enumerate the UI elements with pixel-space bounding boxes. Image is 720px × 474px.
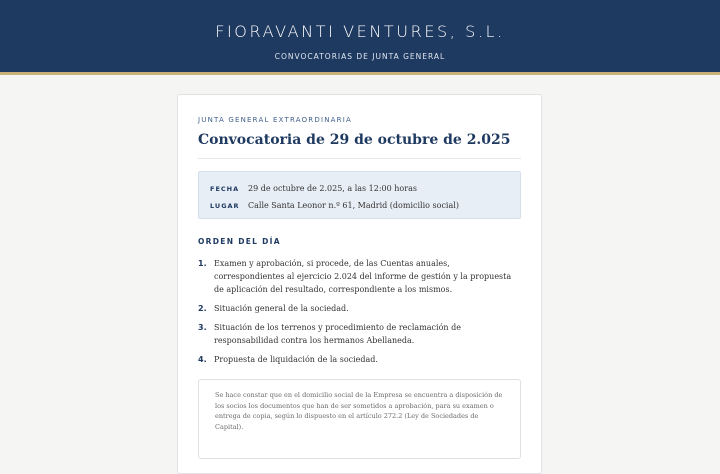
notice-kicker: JUNTA GENERAL EXTRAORDINARIA	[198, 116, 352, 124]
agenda-item-text: Situación de los terrenos y procedimiento de reclamación de responsabilidad contra los hermanos Abellaneda.	[214, 323, 461, 345]
agenda-item-text: Situación general de la sociedad.	[214, 304, 349, 313]
agenda-item-number: 1.	[198, 259, 207, 268]
agenda-item-text: Examen y aprobación, si procede, de las Cuentas anuales, correspondientes al ejercicio 2.024 del informe de gestión y la propuesta de aplicación del resultado, correspondiente a los mismos.	[214, 259, 512, 294]
agenda-title: ORDEN DEL DÍA	[198, 237, 281, 246]
page-header	[0, 0, 720, 75]
title-divider	[198, 158, 521, 159]
agenda-item	[198, 353, 521, 366]
company-name: FIORAVANTI VENTURES, S.L.	[215, 22, 505, 41]
place-value: Calle Santa Leonor n.º 61, Madrid (domicilio social)	[248, 201, 459, 210]
meeting-info-box	[198, 171, 521, 219]
notice-card	[177, 94, 542, 474]
agenda-item-number: 2.	[198, 304, 207, 313]
agenda-item-number: 4.	[198, 355, 207, 364]
date-label: FECHA	[210, 184, 240, 193]
place-label: LUGAR	[210, 201, 240, 210]
date-row	[210, 180, 509, 197]
agenda-item	[198, 321, 521, 347]
documents-footnote: Se hace constar que en el domicilio social de la Empresa se encuentra a disposición de los socios los documentos que han de ser sometidos a aprobación, para su examen o entrega de copia, según lo dispuesto en el artículo 272.2 (Ley de Sociedades de Capital).	[198, 379, 521, 459]
agenda-item-number: 3.	[198, 323, 207, 332]
date-value: 29 de octubre de 2.025, a las 12:00 horas	[248, 184, 417, 193]
agenda-item	[198, 257, 521, 296]
agenda-list	[198, 257, 521, 366]
header-subtitle: CONVOCATORIAS DE JUNTA GENERAL	[274, 52, 446, 61]
agenda-item	[198, 302, 521, 315]
agenda-item-text: Propuesta de liquidación de la sociedad.	[214, 355, 378, 364]
notice-title: Convocatoria de 29 de octubre de 2.025	[198, 132, 511, 148]
place-row	[210, 197, 509, 214]
